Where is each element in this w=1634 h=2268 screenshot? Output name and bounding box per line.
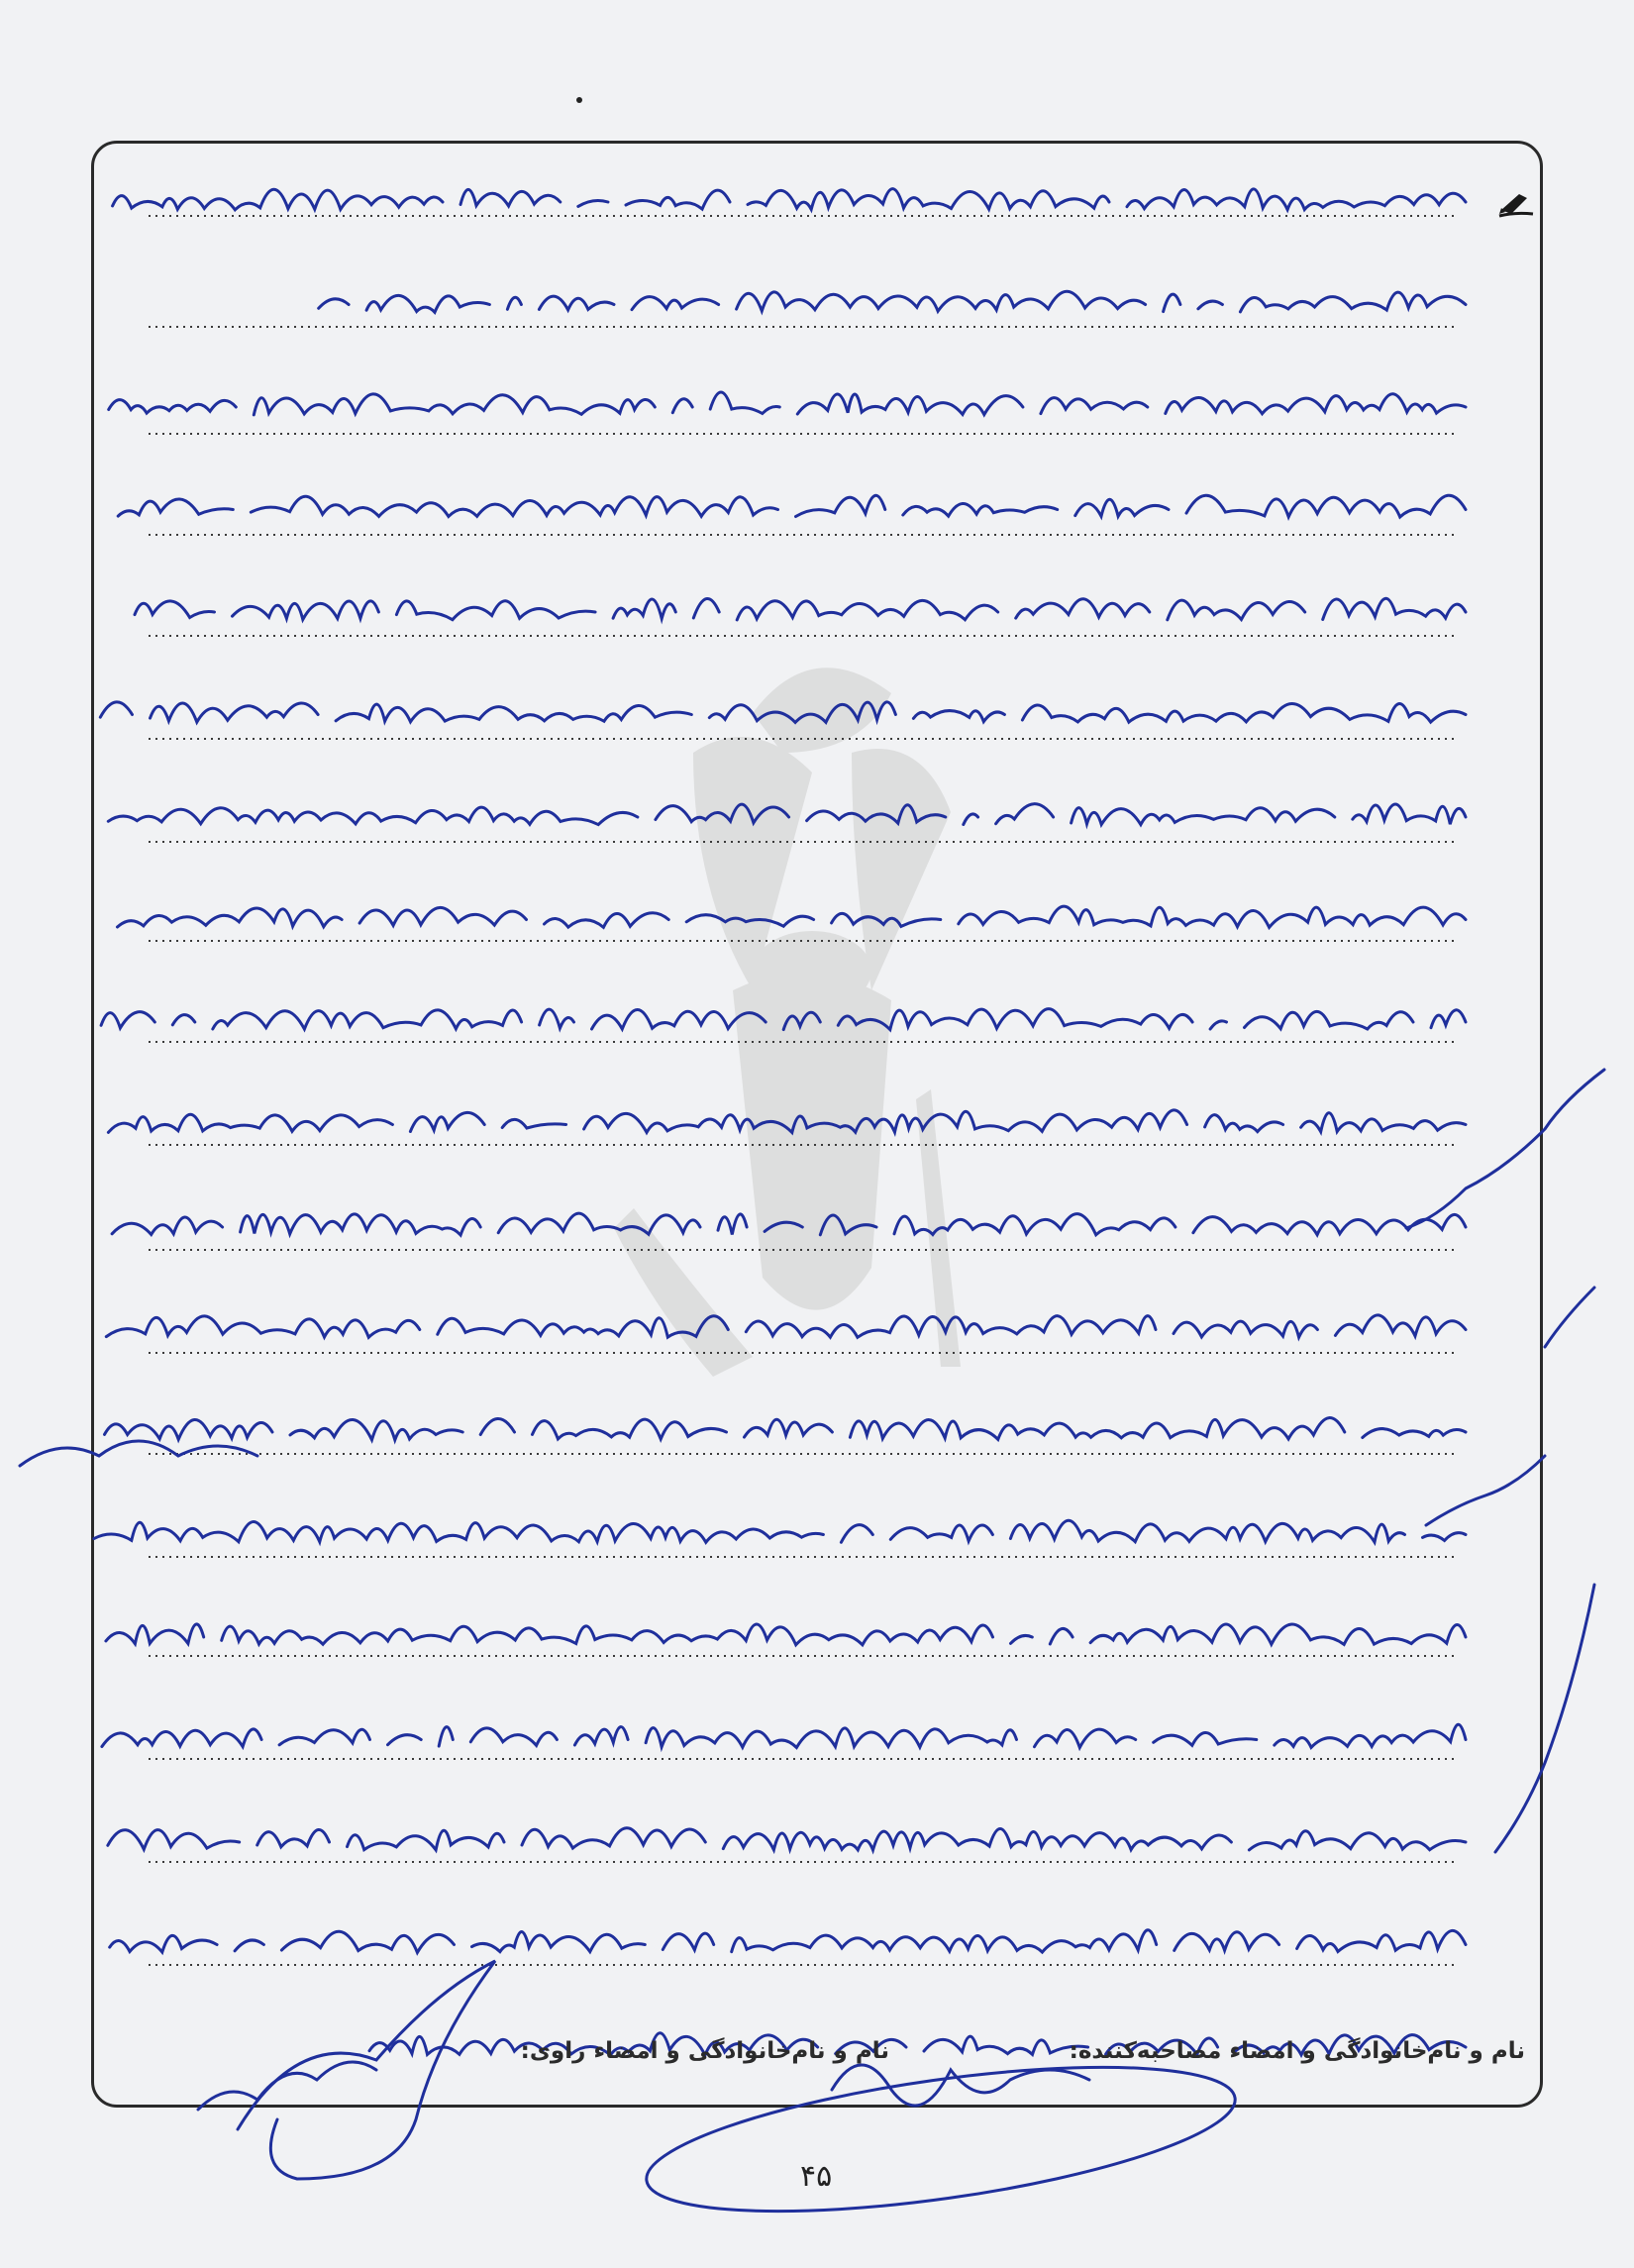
interviewer-signature-label: نام و نام‌خانوادگی و امضاء مصاحبه‌کننده: (1069, 2038, 1525, 2064)
footer-signature-labels (149, 2038, 1525, 2082)
narrator-signature-label: نام و نام‌خانوادگی و امضاء راوی: (520, 2038, 889, 2064)
page-number: ۴۵ (800, 2159, 833, 2194)
